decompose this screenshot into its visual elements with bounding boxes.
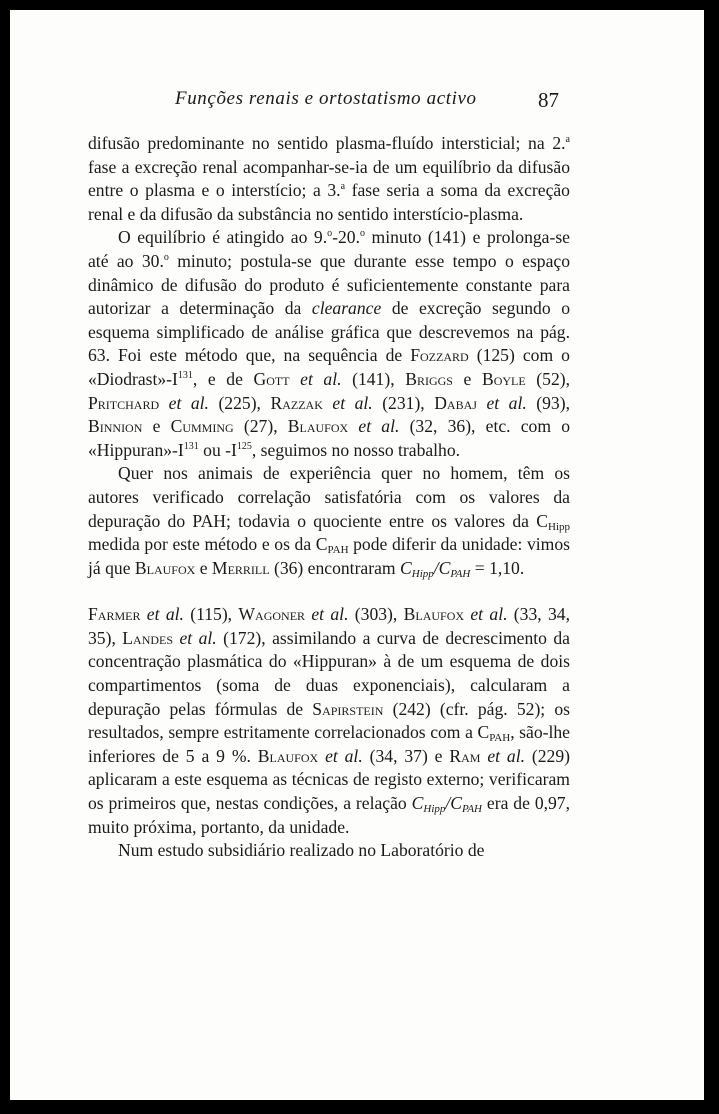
text-run: e xyxy=(142,416,171,437)
body-text xyxy=(88,132,570,863)
ordinal-mark: o xyxy=(327,228,333,240)
text-run: fase a excreção renal acompanhar-se-ia de um equilíbrio da difusão entre o plasma e o interstício; a 3. xyxy=(88,156,570,201)
text-run: minuto (141) e prolonga-se até ao 30. xyxy=(88,227,570,271)
ordinal-mark: o xyxy=(163,251,169,263)
ordinal-mark: a xyxy=(340,181,346,193)
author-name: Briggs xyxy=(405,368,453,389)
ordinal-mark: a xyxy=(565,134,570,145)
paragraph-3 xyxy=(88,462,570,580)
author-name: Wagoner xyxy=(238,604,306,625)
subscript: PAH xyxy=(489,732,511,745)
author-name: Landes xyxy=(122,627,174,648)
paragraph-2 xyxy=(88,226,570,462)
text-run: minuto; postula-se que durante esse tempo o espaço dinâmico de difusão do produto é suficientemente constante para autorizar a determinação da xyxy=(88,250,571,319)
subscript: PAH xyxy=(462,803,482,816)
text-run: (225), xyxy=(208,392,271,413)
text-run: (115), xyxy=(183,604,239,625)
author-name: Fozzard xyxy=(410,345,469,366)
text-run: = 1,10. xyxy=(470,557,525,578)
text-run: de excreção segundo o esquema simplificado de análise gráfica que descrevemos na pág. 63. Foi este método que, na sequência de xyxy=(88,298,571,366)
book-page xyxy=(10,10,704,1100)
subscript: Hipp xyxy=(411,567,434,580)
running-header xyxy=(10,88,704,118)
running-title: Funções renais e ortostatismo activo xyxy=(175,88,477,109)
author-name: Farmer xyxy=(88,604,141,625)
text-run: O equilíbrio é atingido ao 9. xyxy=(118,227,328,248)
author-name: Boyle xyxy=(481,368,526,389)
text-run: (303), xyxy=(348,604,404,625)
italic-term: clearance xyxy=(311,298,382,319)
text-run: era de 0,97, muito próxima, portanto, da unidade. xyxy=(88,793,571,837)
author-name: Blaufox xyxy=(403,604,465,625)
formula-symbol: C xyxy=(411,793,424,814)
formula-symbol: /C xyxy=(445,793,463,814)
paragraph-1 xyxy=(88,132,570,226)
et-al: et al. xyxy=(325,745,363,766)
paragraph-5 xyxy=(88,839,570,863)
text-run: (33, 34, 35), xyxy=(88,604,570,648)
text-run: (172), assimilando a curva de decrescimento da concentração plasmática do «Hippuran» à de um esquema de dois compartimentos (soma de duas exponenciais), calcularam a depuração pelas fórmulas de xyxy=(88,627,570,719)
text-run: (231), xyxy=(372,392,435,413)
isotope-superscript: 131 xyxy=(177,369,193,381)
text-run: Num estudo subsidiário realizado no Laboratório de xyxy=(118,840,485,861)
author-name: Blaufox xyxy=(134,557,196,578)
et-al: et al. xyxy=(358,416,400,437)
text-run: -20. xyxy=(332,227,360,248)
ratio-formula xyxy=(411,793,482,816)
paragraph-4 xyxy=(88,603,570,839)
text-run: pode diferir da unidade: vimos já que xyxy=(88,534,570,578)
text-run: (229) aplicaram a este esquema as técnicas de registo externo; verificaram os primeiros que, nestas condições, a relação xyxy=(88,745,571,814)
author-name: Binnion xyxy=(88,416,143,437)
formula-symbol: C xyxy=(400,557,412,578)
et-al: et al. xyxy=(311,604,349,625)
text-run: e xyxy=(195,557,212,578)
et-al: et al. xyxy=(332,392,373,413)
author-name: Ram xyxy=(449,745,481,766)
text-run: (125) com o «Diodrast»-I xyxy=(88,345,570,389)
ratio-formula xyxy=(400,558,470,578)
text-run: ou -I xyxy=(198,439,237,460)
text-run: difusão predominante no sentido plasma-fluído intersticial; na 2. xyxy=(88,133,566,153)
isotope-superscript: 125 xyxy=(236,440,252,452)
text-run: Quer nos animais de experiência quer no homem, têm os autores verificado correlação satisfatória com os valores da depuração do PAH; todavia o quociente entre os valores da C xyxy=(88,463,570,531)
et-al: et al. xyxy=(470,604,508,625)
et-al: et al. xyxy=(168,392,209,413)
text-run: (32, 36), etc. com o «Hippuran»-I xyxy=(88,416,571,460)
text-run: , e de xyxy=(192,368,254,389)
et-al: et al. xyxy=(486,392,527,413)
text-run: (242) (cfr. pág. 52); os resultados, sempre estritamente correlacionados com a C xyxy=(88,698,571,743)
text-run: (141), xyxy=(341,368,406,389)
text-run: , seguimos no nosso trabalho. xyxy=(251,439,461,460)
author-name: Merrill xyxy=(211,557,270,578)
subscript: PAH xyxy=(327,544,349,557)
et-al: et al. xyxy=(146,604,184,625)
author-name: Sapirstein xyxy=(312,698,384,719)
text-run: (52), xyxy=(525,368,571,389)
subscript: PAH xyxy=(450,567,471,580)
author-name: Blaufox xyxy=(287,416,349,437)
isotope-superscript: 131 xyxy=(183,440,199,452)
text-run: (93), xyxy=(526,392,570,413)
author-name: Dabaj xyxy=(434,392,477,413)
text-run: (27), xyxy=(233,416,288,437)
et-al: et al. xyxy=(300,368,342,389)
et-al: et al. xyxy=(179,627,217,648)
subscript: Hipp xyxy=(548,520,570,533)
text-run: medida por este método e os da C xyxy=(88,534,328,555)
page-number: 87 xyxy=(538,88,559,112)
formula-symbol: /C xyxy=(433,557,451,578)
text-run: e xyxy=(452,368,482,389)
author-name: Gott xyxy=(253,368,290,389)
author-name: Cumming xyxy=(170,416,234,437)
text-run: (36) encontraram xyxy=(269,557,400,578)
subscript: Hipp xyxy=(423,803,446,816)
author-name: Pritchard xyxy=(88,392,160,413)
text-run: fase seria a soma da excreção renal e da difusão da substância no sentido interstício-plasma. xyxy=(88,180,570,224)
author-name: Blaufox xyxy=(257,745,319,766)
et-al: et al. xyxy=(487,745,526,766)
text-run: , são-lhe inferiores de 5 a 9 %. xyxy=(88,722,570,766)
author-name: Razzak xyxy=(270,392,323,413)
ordinal-mark: o xyxy=(359,228,365,240)
text-run: (34, 37) e xyxy=(362,745,450,766)
